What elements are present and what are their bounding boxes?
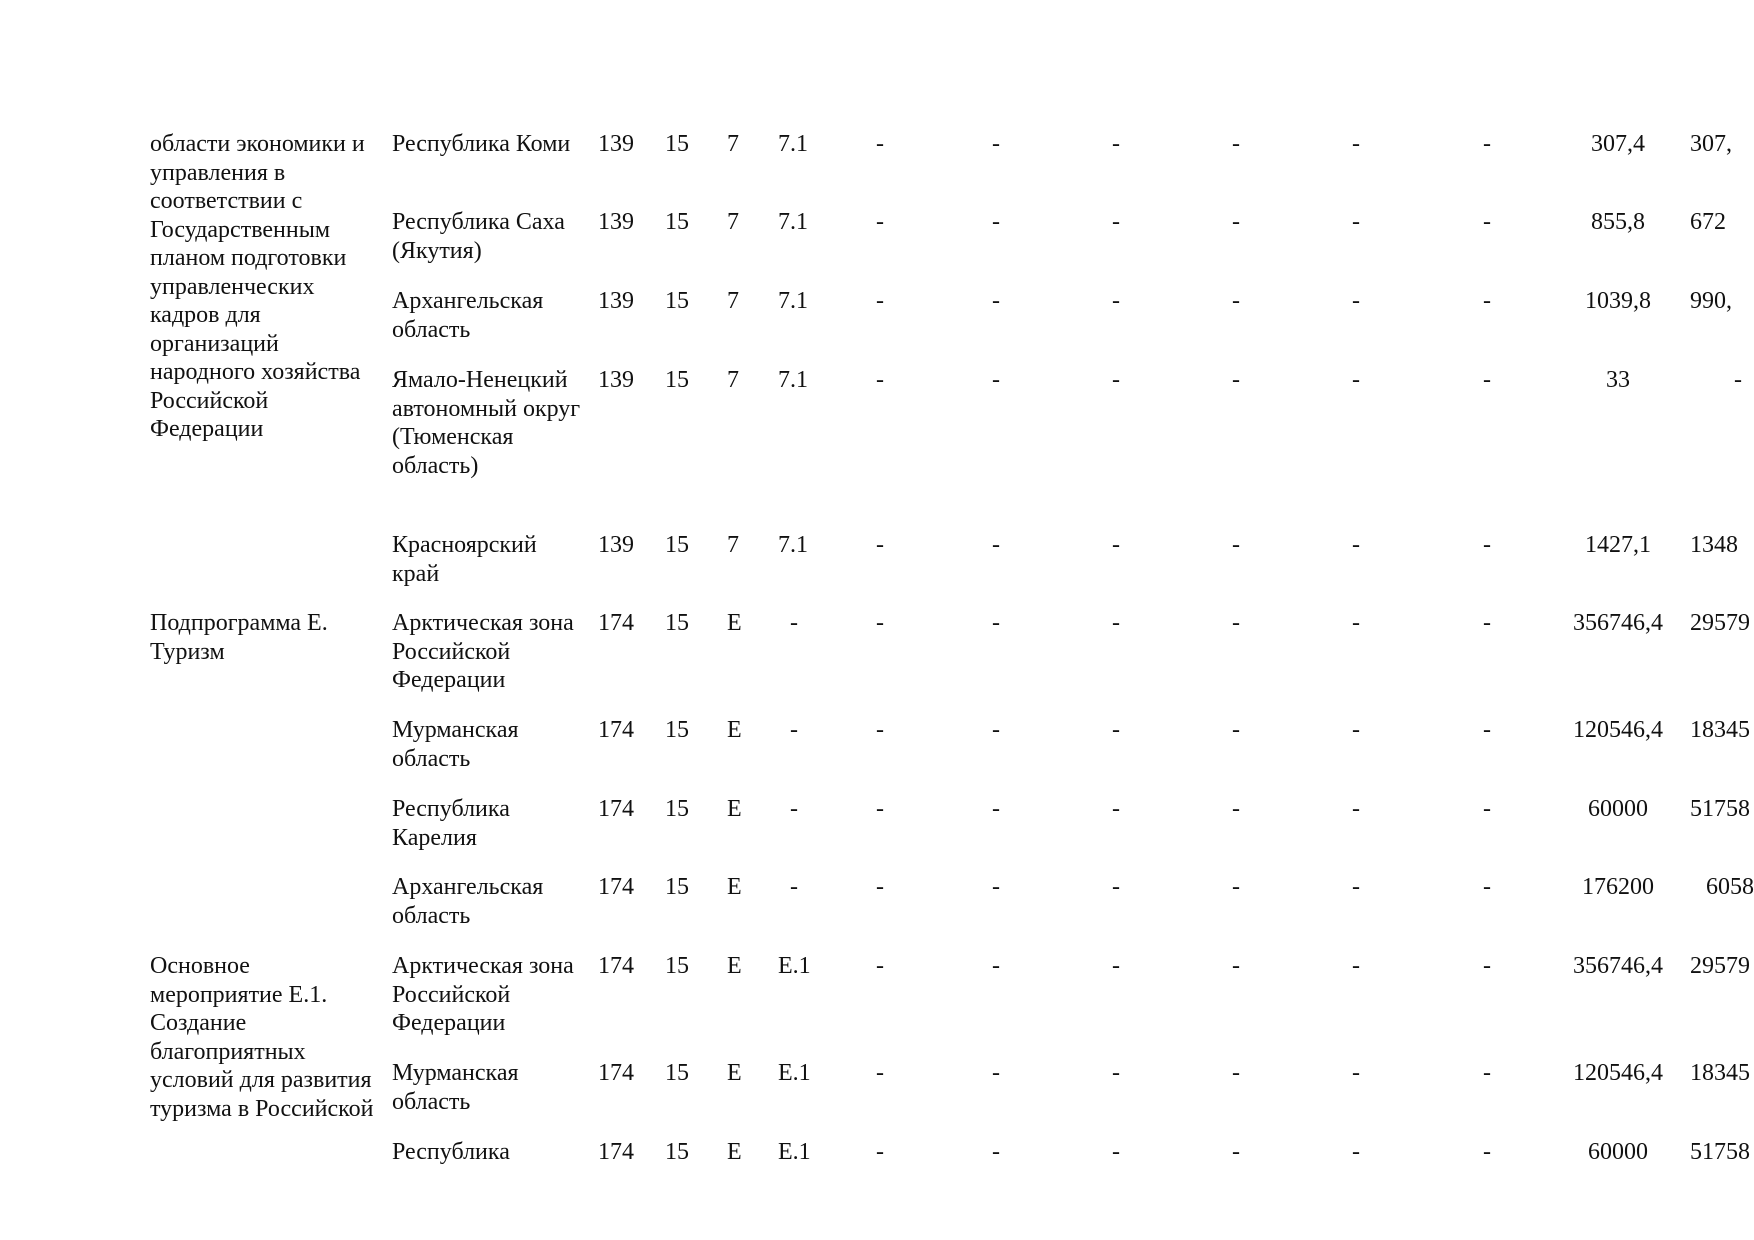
code-gr-cell: 174 — [598, 1139, 634, 1165]
code-om-cell: Е.1 — [778, 953, 811, 979]
code-om-cell: - — [790, 796, 798, 822]
code-sp-cell: 7 — [727, 367, 739, 393]
code-om-cell: Е.1 — [778, 1060, 811, 1086]
dash-cell: - — [1483, 796, 1491, 822]
dash-cell: - — [1232, 610, 1240, 636]
code-sp-cell: Е — [727, 610, 742, 636]
dash-cell: - — [1232, 1139, 1240, 1165]
dash-cell: - — [1232, 717, 1240, 743]
dash-cell: - — [992, 953, 1000, 979]
code-sp-cell: 7 — [727, 209, 739, 235]
value-cell-truncated: 29579 — [1690, 610, 1750, 636]
code-sp-cell: Е — [727, 717, 742, 743]
dash-cell: - — [1232, 209, 1240, 235]
dash-cell: - — [1112, 131, 1120, 157]
dash-cell: - — [1352, 1060, 1360, 1086]
dash-cell: - — [992, 1139, 1000, 1165]
dash-cell: - — [876, 874, 884, 900]
dash-cell: - — [1352, 209, 1360, 235]
dash-cell: - — [1352, 532, 1360, 558]
code-pg-cell: 15 — [665, 953, 689, 979]
dash-cell: - — [876, 610, 884, 636]
dash-cell: - — [992, 131, 1000, 157]
code-gr-cell: 139 — [598, 288, 634, 314]
region-cell: Республика — [392, 1139, 510, 1165]
dash-cell: - — [1352, 131, 1360, 157]
value-cell: 356746,4 — [1573, 953, 1663, 979]
value-cell-truncated: 990, — [1690, 288, 1732, 314]
region-cell: Архангельская область — [392, 288, 544, 343]
code-sp-cell: 7 — [727, 131, 739, 157]
value-cell-truncated: 51758 — [1690, 1139, 1750, 1165]
code-om-cell: - — [790, 717, 798, 743]
dash-cell: - — [992, 367, 1000, 393]
code-pg-cell: 15 — [665, 1139, 689, 1165]
dash-cell: - — [1232, 1060, 1240, 1086]
code-sp-cell: Е — [727, 874, 742, 900]
value-cell-truncated: 6058 — [1706, 874, 1754, 900]
dash-cell: - — [876, 532, 884, 558]
value-cell: 176200 — [1582, 874, 1654, 900]
dash-cell: - — [992, 717, 1000, 743]
region-cell: Ямало-Ненецкий автономный округ (Тюменская область) — [392, 367, 581, 479]
code-pg-cell: 15 — [665, 717, 689, 743]
region-cell: Мурманская область — [392, 717, 519, 772]
code-gr-cell: 139 — [598, 367, 634, 393]
dash-cell: - — [1232, 367, 1240, 393]
dash-cell: - — [1483, 131, 1491, 157]
code-om-cell: 7.1 — [778, 288, 808, 314]
dash-cell: - — [992, 209, 1000, 235]
dash-cell: - — [1352, 717, 1360, 743]
group-description: Основное мероприятие Е.1. Создание благоприятных условий для развития туризма в Российской — [150, 953, 374, 1122]
code-om-cell: 7.1 — [778, 209, 808, 235]
code-om-cell: - — [790, 610, 798, 636]
dash-cell: - — [992, 1060, 1000, 1086]
code-pg-cell: 15 — [665, 532, 689, 558]
dash-cell: - — [876, 717, 884, 743]
code-gr-cell: 174 — [598, 717, 634, 743]
dash-cell: - — [1352, 610, 1360, 636]
dash-cell: - — [876, 367, 884, 393]
dash-cell: - — [1483, 1060, 1491, 1086]
dash-cell: - — [1352, 367, 1360, 393]
code-pg-cell: 15 — [665, 288, 689, 314]
region-cell: Республика Карелия — [392, 796, 510, 851]
dash-cell: - — [1483, 288, 1491, 314]
dash-cell: - — [1483, 610, 1491, 636]
dash-cell: - — [1112, 1060, 1120, 1086]
value-cell: 33 — [1606, 367, 1630, 393]
dash-cell: - — [1483, 717, 1491, 743]
value-cell-truncated: 672 — [1690, 209, 1726, 235]
code-pg-cell: 15 — [665, 610, 689, 636]
region-cell: Республика Коми — [392, 131, 571, 157]
dash-cell: - — [876, 796, 884, 822]
value-cell-truncated: 51758 — [1690, 796, 1750, 822]
code-gr-cell: 174 — [598, 874, 634, 900]
dash-cell: - — [1112, 717, 1120, 743]
dash-cell: - — [876, 1139, 884, 1165]
value-cell: 60000 — [1588, 1139, 1648, 1165]
code-om-cell: 7.1 — [778, 131, 808, 157]
dash-cell: - — [1232, 874, 1240, 900]
dash-cell: - — [1483, 367, 1491, 393]
dash-cell: - — [1112, 874, 1120, 900]
code-gr-cell: 139 — [598, 209, 634, 235]
dash-cell: - — [1112, 1139, 1120, 1165]
region-cell: Мурманская область — [392, 1060, 519, 1115]
code-om-cell: - — [790, 874, 798, 900]
value-cell-truncated: - — [1734, 367, 1742, 393]
code-gr-cell: 174 — [598, 610, 634, 636]
dash-cell: - — [876, 288, 884, 314]
code-sp-cell: Е — [727, 953, 742, 979]
value-cell-truncated: 18345 — [1690, 1060, 1750, 1086]
region-cell: Арктическая зона Российской Федерации — [392, 953, 574, 1036]
dash-cell: - — [1352, 288, 1360, 314]
dash-cell: - — [1483, 874, 1491, 900]
code-gr-cell: 174 — [598, 953, 634, 979]
code-sp-cell: Е — [727, 1060, 742, 1086]
dash-cell: - — [1112, 288, 1120, 314]
code-pg-cell: 15 — [665, 209, 689, 235]
dash-cell: - — [1112, 610, 1120, 636]
code-pg-cell: 15 — [665, 796, 689, 822]
code-om-cell: 7.1 — [778, 532, 808, 558]
dash-cell: - — [876, 953, 884, 979]
value-cell: 120546,4 — [1573, 717, 1663, 743]
dash-cell: - — [1483, 953, 1491, 979]
value-cell-truncated: 29579 — [1690, 953, 1750, 979]
dash-cell: - — [992, 796, 1000, 822]
dash-cell: - — [992, 874, 1000, 900]
code-sp-cell: 7 — [727, 532, 739, 558]
dash-cell: - — [876, 209, 884, 235]
code-pg-cell: 15 — [665, 874, 689, 900]
dash-cell: - — [1483, 1139, 1491, 1165]
dash-cell: - — [1112, 953, 1120, 979]
value-cell: 60000 — [1588, 796, 1648, 822]
dash-cell: - — [1112, 796, 1120, 822]
value-cell: 1427,1 — [1585, 532, 1651, 558]
code-gr-cell: 139 — [598, 532, 634, 558]
code-gr-cell: 174 — [598, 1060, 634, 1086]
dash-cell: - — [1232, 131, 1240, 157]
dash-cell: - — [1232, 288, 1240, 314]
value-cell: 1039,8 — [1585, 288, 1651, 314]
dash-cell: - — [1352, 796, 1360, 822]
code-pg-cell: 15 — [665, 131, 689, 157]
region-cell: Республика Саха (Якутия) — [392, 209, 565, 264]
code-gr-cell: 139 — [598, 131, 634, 157]
dash-cell: - — [1112, 532, 1120, 558]
region-cell: Архангельская область — [392, 874, 544, 929]
dash-cell: - — [1112, 367, 1120, 393]
value-cell: 120546,4 — [1573, 1060, 1663, 1086]
dash-cell: - — [876, 1060, 884, 1086]
dash-cell: - — [1352, 953, 1360, 979]
dash-cell: - — [1232, 532, 1240, 558]
value-cell: 307,4 — [1591, 131, 1645, 157]
code-pg-cell: 15 — [665, 1060, 689, 1086]
code-sp-cell: 7 — [727, 288, 739, 314]
dash-cell: - — [1232, 953, 1240, 979]
code-om-cell: 7.1 — [778, 367, 808, 393]
value-cell-truncated: 1348 — [1690, 532, 1738, 558]
dash-cell: - — [1112, 209, 1120, 235]
group-description: области экономики и управления в соответствии с Государственным планом подготовки управленческих кадров для организаций народного хозяйства Российской Федерации — [150, 131, 365, 442]
dash-cell: - — [1483, 532, 1491, 558]
value-cell-truncated: 18345 — [1690, 717, 1750, 743]
dash-cell: - — [992, 532, 1000, 558]
value-cell: 356746,4 — [1573, 610, 1663, 636]
dash-cell: - — [992, 288, 1000, 314]
code-gr-cell: 174 — [598, 796, 634, 822]
code-om-cell: Е.1 — [778, 1139, 811, 1165]
dash-cell: - — [1352, 874, 1360, 900]
group-description: Подпрограмма Е. Туризм — [150, 610, 328, 665]
region-cell: Арктическая зона Российской Федерации — [392, 610, 574, 693]
region-cell: Красноярский край — [392, 532, 537, 587]
dash-cell: - — [1352, 1139, 1360, 1165]
code-sp-cell: Е — [727, 796, 742, 822]
value-cell: 855,8 — [1591, 209, 1645, 235]
code-sp-cell: Е — [727, 1139, 742, 1165]
dash-cell: - — [992, 610, 1000, 636]
value-cell-truncated: 307, — [1690, 131, 1732, 157]
dash-cell: - — [876, 131, 884, 157]
dash-cell: - — [1483, 209, 1491, 235]
code-pg-cell: 15 — [665, 367, 689, 393]
dash-cell: - — [1232, 796, 1240, 822]
